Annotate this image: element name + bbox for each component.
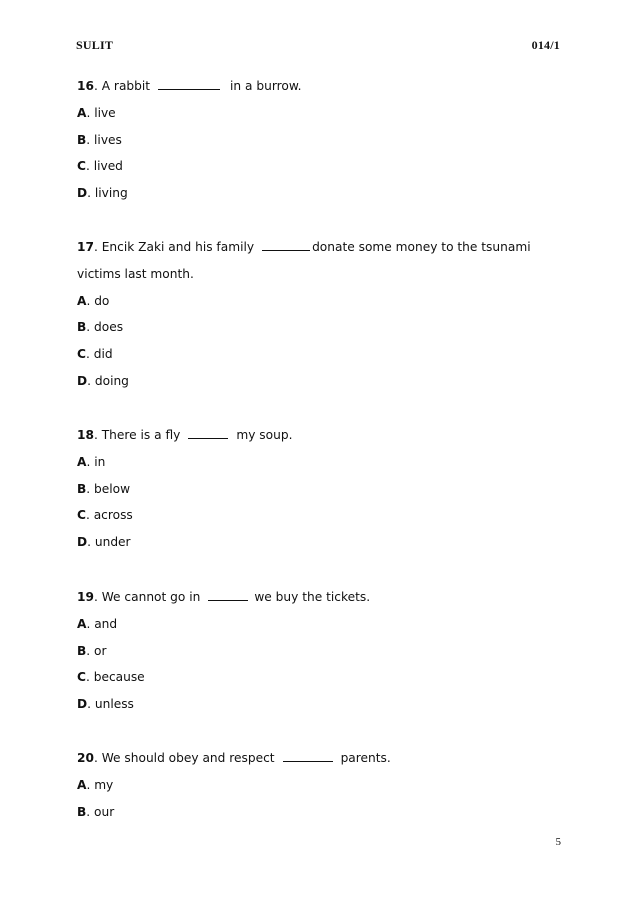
- option-letter: B: [77, 132, 87, 147]
- option-letter: C: [77, 670, 86, 685]
- question-18: [77, 422, 578, 556]
- stem-text-after: in a burrow.: [230, 79, 302, 93]
- option-text: living: [94, 186, 128, 201]
- option-c: C. lived: [77, 159, 123, 174]
- option-text: under: [94, 535, 131, 550]
- question-19: [77, 584, 578, 718]
- question-stem: 16. A rabbit in a burrow.: [77, 79, 302, 93]
- option-b: B. our: [77, 804, 115, 819]
- option-a: A. my: [77, 777, 114, 792]
- option-letter: A: [77, 293, 87, 308]
- option-text: below: [94, 481, 131, 496]
- option-b: B. does: [77, 320, 124, 335]
- option-c: C. because: [77, 670, 145, 685]
- option-text: doing: [94, 373, 129, 388]
- option-letter: C: [77, 159, 86, 174]
- question-stem: 19. We cannot go in we buy the tickets.: [77, 590, 371, 604]
- option-d: D. under: [77, 535, 131, 550]
- option-text: or: [94, 643, 107, 658]
- option-c: C. did: [77, 347, 113, 362]
- option-letter: A: [77, 616, 87, 631]
- option-letter: B: [77, 320, 87, 335]
- page-number: 5: [555, 836, 561, 848]
- option-letter: D: [77, 186, 88, 201]
- question-stem: 18. There is a fly my soup.: [77, 428, 293, 442]
- header-paper-code: 014/1: [531, 38, 560, 52]
- stem-text-after: donate some money to the tsunami: [312, 240, 531, 254]
- question-number: 17: [77, 240, 94, 254]
- option-letter: B: [77, 804, 87, 819]
- stem-text-after: parents.: [340, 751, 391, 765]
- option-d: D. unless: [77, 697, 134, 712]
- option-b: B. lives: [77, 132, 122, 147]
- option-letter: A: [77, 105, 87, 120]
- option-letter: D: [77, 373, 88, 388]
- option-a: A. live: [77, 105, 116, 120]
- stem-text-before: We should obey and respect: [101, 751, 275, 765]
- option-text: our: [94, 804, 115, 819]
- option-letter: A: [77, 454, 87, 469]
- stem-continuation: victims last month.: [77, 266, 194, 281]
- option-letter: C: [77, 347, 86, 362]
- stem-text-before: Encik Zaki and his family: [101, 240, 255, 254]
- option-b: B. or: [77, 643, 107, 658]
- option-letter: A: [77, 777, 87, 792]
- option-a: A. do: [77, 293, 110, 308]
- option-a: A. and: [77, 616, 118, 631]
- option-text: lived: [93, 159, 123, 174]
- header-classification: SULIT: [76, 38, 114, 52]
- question-16: [77, 73, 578, 207]
- question-number: 20: [77, 751, 94, 765]
- stem-text-before: There is a fly: [101, 428, 181, 442]
- question-number: 16: [77, 79, 94, 93]
- option-letter: D: [77, 697, 88, 712]
- answer-blank: [262, 238, 310, 251]
- question-number: 19: [77, 590, 94, 604]
- option-text: unless: [94, 697, 134, 712]
- option-letter: B: [77, 481, 87, 496]
- option-text: across: [93, 508, 133, 523]
- option-letter: D: [77, 535, 88, 550]
- option-letter: C: [77, 508, 86, 523]
- option-text: my: [94, 777, 114, 792]
- answer-blank: [283, 749, 333, 762]
- stem-text-after: we buy the tickets.: [254, 590, 371, 604]
- option-text: live: [94, 105, 116, 120]
- option-text: do: [94, 293, 110, 308]
- answer-blank: [188, 426, 228, 439]
- option-text: and: [94, 616, 118, 631]
- answer-blank: [208, 588, 248, 601]
- stem-text-before: We cannot go in: [101, 590, 201, 604]
- option-a: A. in: [77, 454, 106, 469]
- option-text: does: [94, 320, 124, 335]
- question-stem: 20. We should obey and respect parents.: [77, 751, 391, 765]
- option-text: in: [94, 454, 106, 469]
- option-text: lives: [94, 132, 122, 147]
- option-letter: B: [77, 643, 87, 658]
- option-text: because: [93, 670, 145, 685]
- question-20: [77, 745, 578, 825]
- question-17: [77, 234, 578, 395]
- option-d: D. doing: [77, 373, 129, 388]
- stem-text-before: A rabbit: [101, 79, 151, 93]
- option-d: D. living: [77, 186, 128, 201]
- option-c: C. across: [77, 508, 133, 523]
- question-stem: 17. Encik Zaki and his family donate some money to the tsunami: [77, 240, 531, 254]
- option-b: B. below: [77, 481, 131, 496]
- question-number: 18: [77, 428, 94, 442]
- answer-blank: [158, 77, 220, 90]
- stem-text-after: my soup.: [236, 428, 293, 442]
- option-text: did: [93, 347, 113, 362]
